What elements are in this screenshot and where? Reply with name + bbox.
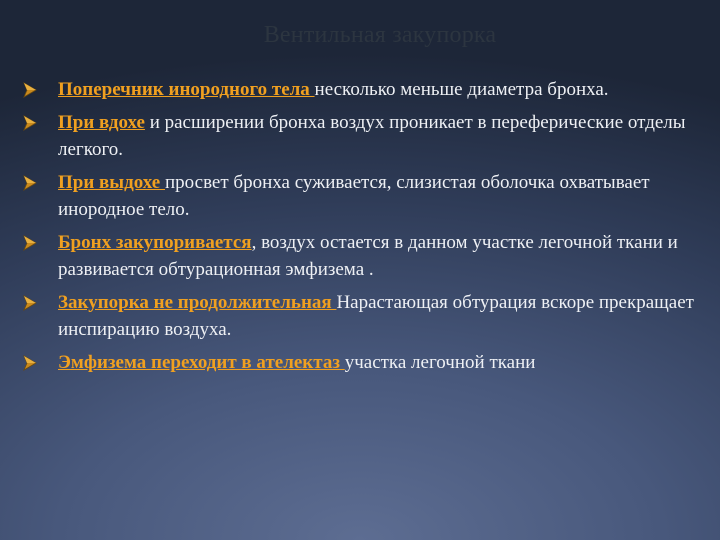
list-item <box>22 289 698 343</box>
slide-title: Вентильная закупорка <box>263 22 497 48</box>
item-text: несколько меньше диаметра бронха. <box>314 79 609 100</box>
bullet-list <box>22 76 698 382</box>
item-key-phrase: При вдохе <box>58 112 145 133</box>
arrowhead-bullet-icon <box>22 82 38 98</box>
list-item <box>22 229 698 283</box>
arrowhead-bullet-icon <box>22 175 38 191</box>
item-key-phrase: Эмфизема переходит в ателектаз <box>58 352 345 373</box>
item-key-phrase: При выдохе <box>58 172 165 193</box>
item-text: участка легочной ткани <box>344 352 536 373</box>
item-key-phrase: Закупорка не продолжительная <box>58 292 337 313</box>
item-text: просвет бронха суживается, слизистая оболочка охватывает инородное тело. <box>58 172 650 220</box>
list-item <box>22 349 698 376</box>
arrowhead-bullet-icon <box>22 295 38 311</box>
list-item <box>22 169 698 223</box>
item-text: Нарастающая обтурация вскоре прекращает инспирацию воздуха. <box>58 292 694 340</box>
arrowhead-bullet-icon <box>22 235 38 251</box>
item-text: , воздух остается в данном участке легочной ткани и развивается обтурационная эмфизема . <box>58 232 678 280</box>
item-key-phrase: Бронх закупоривается <box>58 232 252 253</box>
list-item <box>22 76 698 103</box>
list-item <box>22 109 698 163</box>
arrowhead-bullet-icon <box>22 115 38 131</box>
item-key-phrase: Поперечник инородного тела <box>58 79 315 100</box>
arrowhead-bullet-icon <box>22 355 38 371</box>
item-text: и расширении бронха воздух проникает в переферические отделы легкого. <box>58 112 686 160</box>
